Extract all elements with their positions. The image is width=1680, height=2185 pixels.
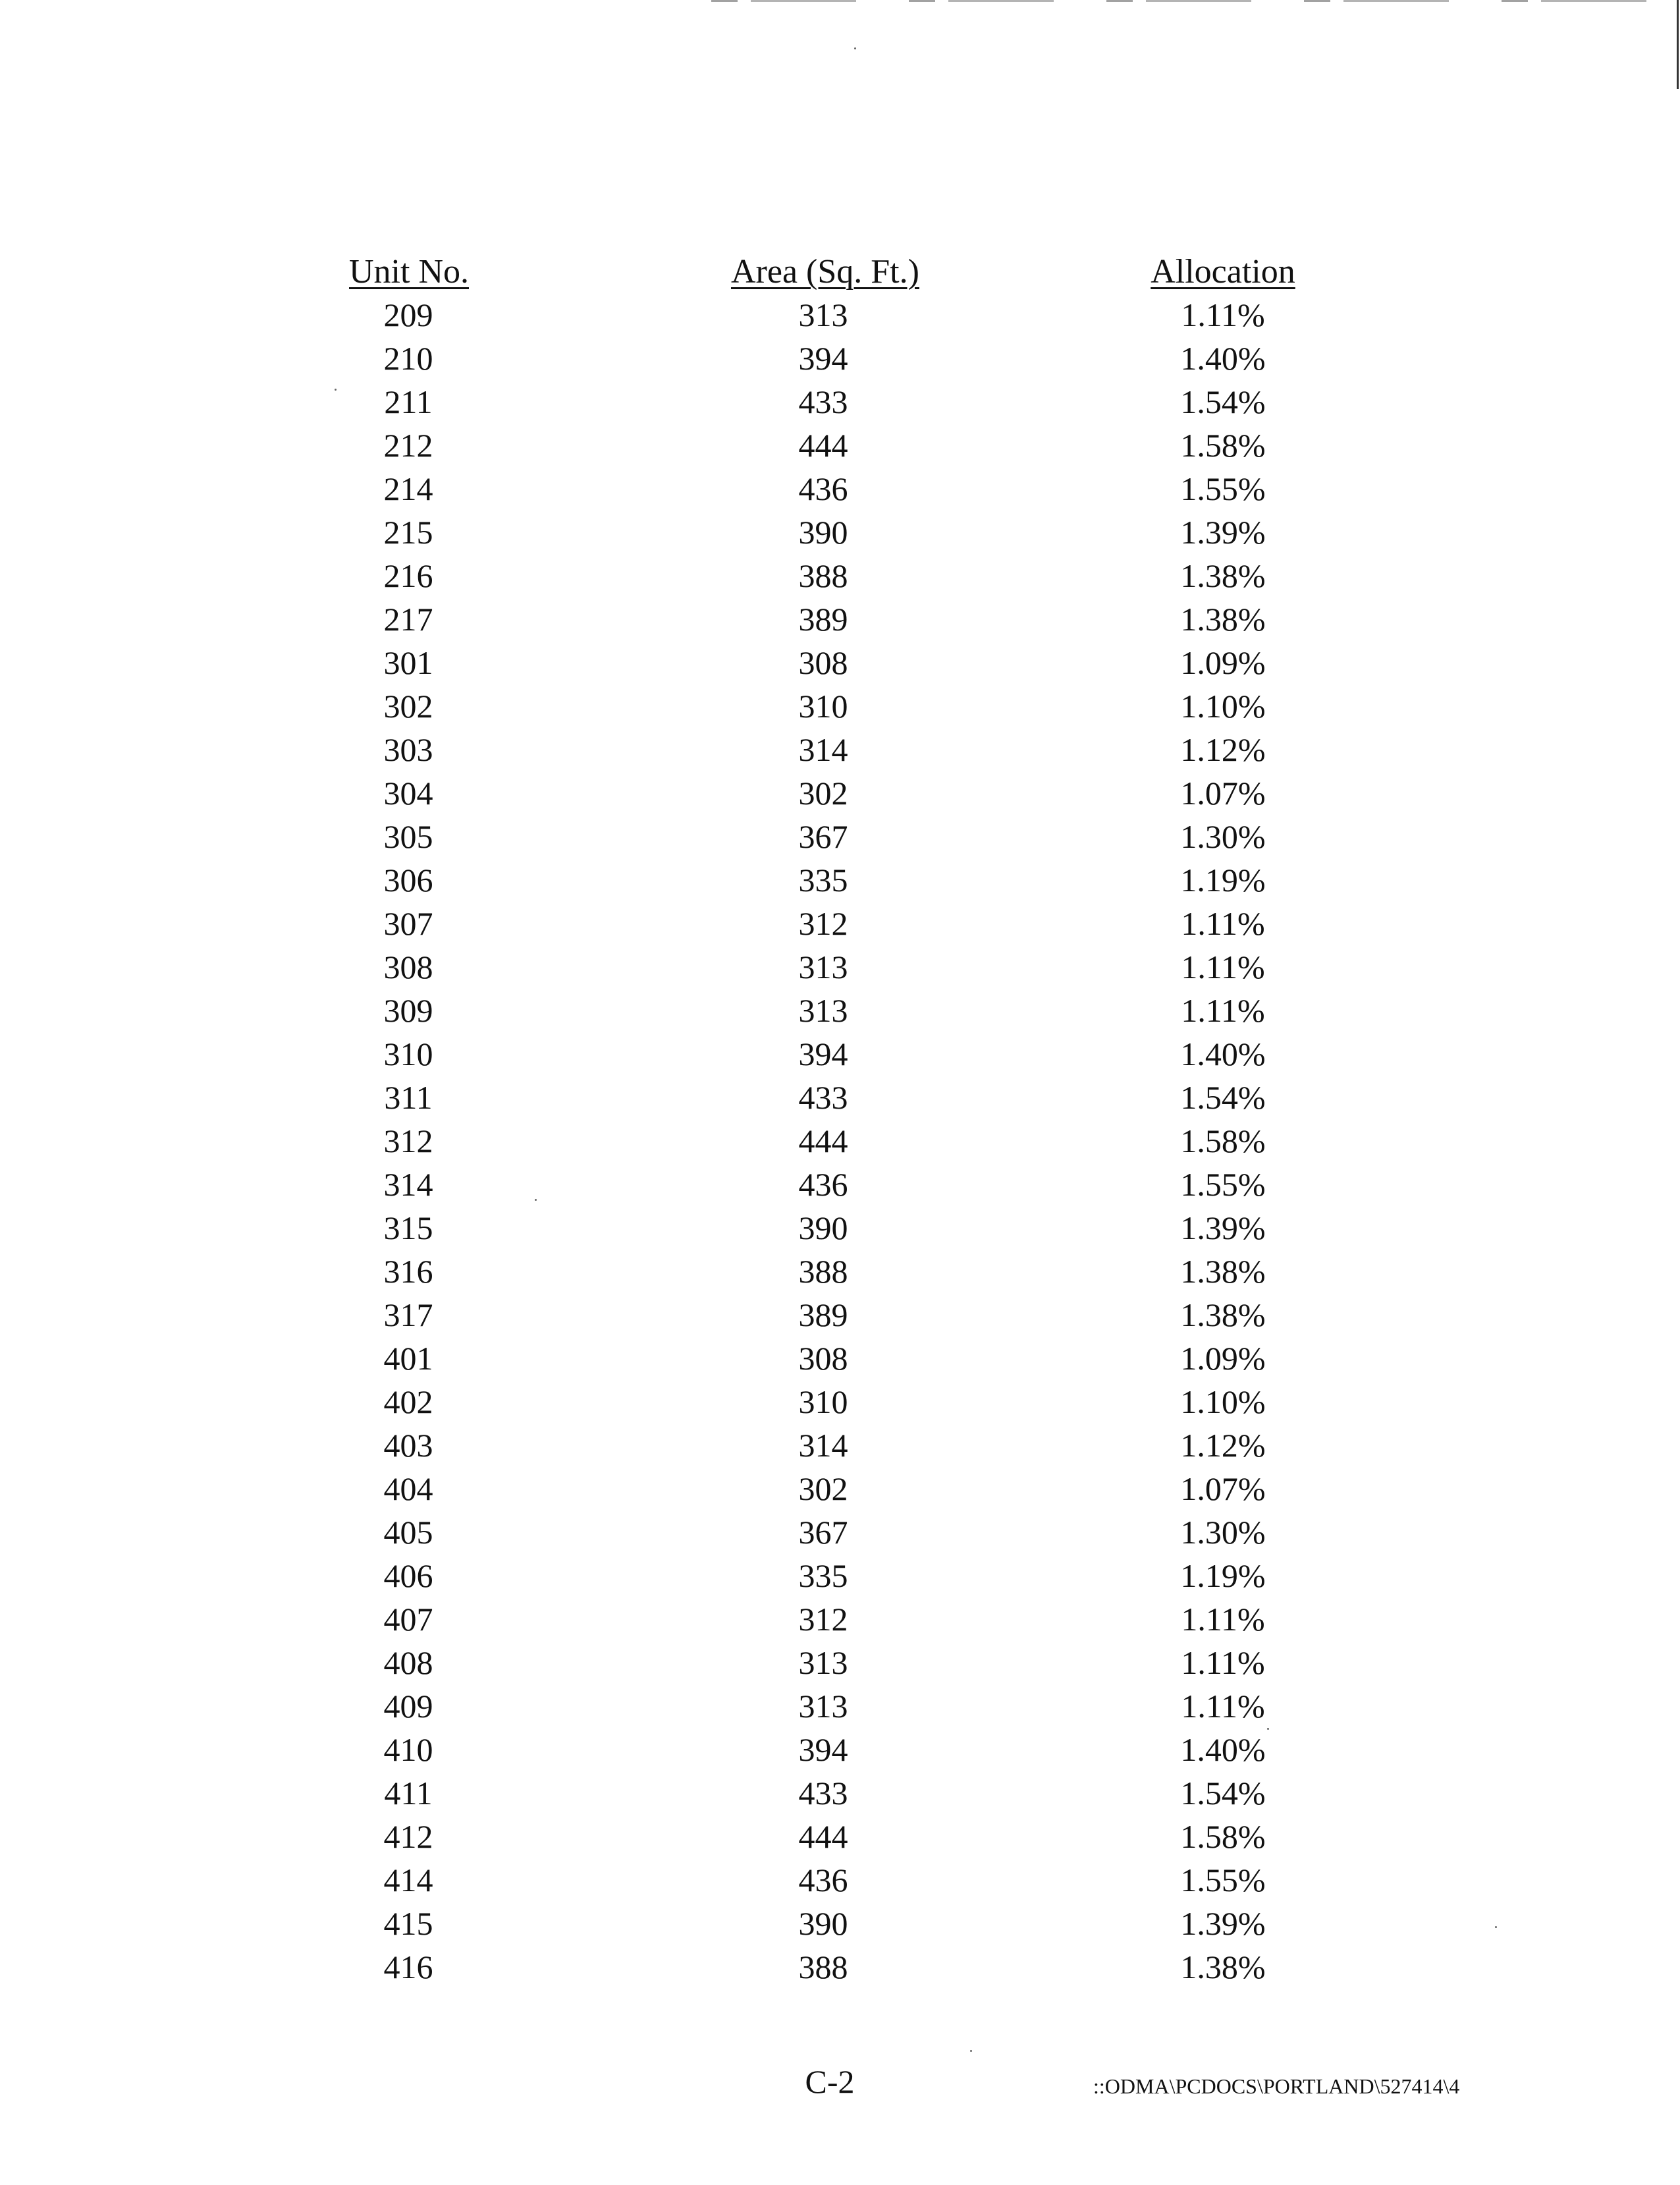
table-row <box>0 1902 1680 1945</box>
allocation-cell: 1.58% <box>1180 1122 1266 1159</box>
allocation-cell: 1.11% <box>1181 1601 1265 1638</box>
allocation-cell: 1.38% <box>1180 601 1266 638</box>
table-row <box>0 424 1680 467</box>
allocation-cell: 1.38% <box>1180 1253 1266 1290</box>
area-cell: 313 <box>798 1644 848 1681</box>
allocation-cell: 1.30% <box>1180 818 1266 855</box>
table-row <box>0 1076 1680 1119</box>
allocation-cell: 1.38% <box>1180 1949 1266 1985</box>
unit-number-cell: 407 <box>383 1601 433 1638</box>
area-cell: 436 <box>798 470 848 507</box>
table-row <box>0 1554 1680 1597</box>
allocation-cell: 1.12% <box>1180 731 1266 768</box>
table-row <box>0 684 1680 728</box>
area-cell: 389 <box>798 601 848 638</box>
allocation-cell: 1.40% <box>1180 340 1266 377</box>
allocation-cell: 1.09% <box>1180 1340 1266 1377</box>
area-cell: 312 <box>798 905 848 942</box>
unit-number-cell: 214 <box>383 470 433 507</box>
unit-number-cell: 212 <box>383 427 433 464</box>
table-row <box>0 1684 1680 1728</box>
area-cell: 310 <box>798 688 848 725</box>
table-row <box>0 989 1680 1032</box>
unit-number-cell: 216 <box>383 557 433 594</box>
allocation-cell: 1.55% <box>1180 1166 1266 1203</box>
table-row <box>0 1119 1680 1163</box>
unit-number-cell: 316 <box>383 1253 433 1290</box>
table-row <box>0 1163 1680 1206</box>
table-row <box>0 1597 1680 1641</box>
table-row <box>0 293 1680 337</box>
table-row <box>0 1032 1680 1076</box>
unit-number-cell: 209 <box>383 296 433 333</box>
area-cell: 367 <box>798 818 848 855</box>
unit-number-cell: 409 <box>383 1688 433 1725</box>
unit-number-cell: 302 <box>383 688 433 725</box>
allocation-cell: 1.39% <box>1180 1209 1266 1246</box>
table-row <box>0 511 1680 554</box>
table-row <box>0 1771 1680 1815</box>
scan-edge-top <box>711 0 1673 2</box>
unit-number-cell: 406 <box>383 1557 433 1594</box>
unit-number-cell: 412 <box>383 1818 433 1855</box>
allocation-cell: 1.11% <box>1181 905 1265 942</box>
unit-number-cell: 315 <box>383 1209 433 1246</box>
unit-number-cell: 403 <box>383 1427 433 1464</box>
unit-number-cell: 405 <box>383 1514 433 1551</box>
area-cell: 390 <box>798 514 848 551</box>
unit-number-cell: 211 <box>384 383 433 420</box>
unit-number-cell: 414 <box>383 1862 433 1898</box>
area-cell: 388 <box>798 1949 848 1985</box>
page-number: C-2 <box>805 2063 855 2100</box>
unit-number-cell: 303 <box>383 731 433 768</box>
table-row <box>0 1945 1680 1989</box>
table-row <box>0 902 1680 945</box>
unit-number-cell: 301 <box>383 644 433 681</box>
unit-number-cell: 306 <box>383 862 433 899</box>
table-row <box>0 1380 1680 1424</box>
unit-number-cell: 217 <box>383 601 433 638</box>
table-row <box>0 1293 1680 1337</box>
allocation-cell: 1.11% <box>1181 992 1265 1029</box>
table-row <box>0 1641 1680 1684</box>
allocation-cell: 1.07% <box>1180 775 1266 812</box>
area-cell: 444 <box>798 427 848 464</box>
table-row <box>0 1206 1680 1250</box>
scan-edge-right <box>1677 0 1679 89</box>
allocation-cell: 1.54% <box>1180 1079 1266 1116</box>
table-row <box>0 1424 1680 1467</box>
area-cell: 314 <box>798 731 848 768</box>
allocation-cell: 1.09% <box>1180 644 1266 681</box>
area-cell: 302 <box>798 775 848 812</box>
unit-number-cell: 317 <box>383 1296 433 1333</box>
unit-number-cell: 305 <box>383 818 433 855</box>
unit-number-cell: 415 <box>383 1905 433 1942</box>
table-row <box>0 641 1680 684</box>
table-row <box>0 1858 1680 1902</box>
header-allocation: Allocation <box>1151 253 1295 290</box>
area-cell: 335 <box>798 1557 848 1594</box>
unit-number-cell: 411 <box>384 1775 433 1812</box>
allocation-cell: 1.11% <box>1181 949 1265 985</box>
header-unit-no: Unit No. <box>349 253 469 290</box>
area-cell: 394 <box>798 1731 848 1768</box>
table-row <box>0 945 1680 989</box>
header-area: Area (Sq. Ft.) <box>731 253 919 290</box>
unit-number-cell: 401 <box>383 1340 433 1377</box>
unit-number-cell: 310 <box>383 1036 433 1072</box>
unit-number-cell: 312 <box>383 1122 433 1159</box>
table-row <box>0 1250 1680 1293</box>
scan-speck <box>854 47 856 49</box>
scan-speck <box>970 2050 972 2052</box>
table-row <box>0 1467 1680 1510</box>
area-cell: 308 <box>798 644 848 681</box>
allocation-cell: 1.38% <box>1180 1296 1266 1333</box>
area-cell: 388 <box>798 1253 848 1290</box>
area-cell: 302 <box>798 1470 848 1507</box>
unit-number-cell: 410 <box>383 1731 433 1768</box>
area-cell: 436 <box>798 1862 848 1898</box>
area-cell: 444 <box>798 1122 848 1159</box>
unit-number-cell: 210 <box>383 340 433 377</box>
allocation-cell: 1.55% <box>1180 470 1266 507</box>
table-row <box>0 1337 1680 1380</box>
unit-number-cell: 402 <box>383 1383 433 1420</box>
unit-number-cell: 309 <box>383 992 433 1029</box>
allocation-cell: 1.58% <box>1180 427 1266 464</box>
area-cell: 313 <box>798 296 848 333</box>
allocation-cell: 1.54% <box>1180 383 1266 420</box>
area-cell: 367 <box>798 1514 848 1551</box>
unit-number-cell: 304 <box>383 775 433 812</box>
table-body <box>0 293 1680 1989</box>
allocation-cell: 1.07% <box>1180 1470 1266 1507</box>
unit-number-cell: 404 <box>383 1470 433 1507</box>
allocation-cell: 1.38% <box>1180 557 1266 594</box>
allocation-cell: 1.11% <box>1181 1688 1265 1725</box>
allocation-cell: 1.19% <box>1180 862 1266 899</box>
allocation-cell: 1.12% <box>1180 1427 1266 1464</box>
table-row <box>0 597 1680 641</box>
allocation-cell: 1.30% <box>1180 1514 1266 1551</box>
table-row <box>0 858 1680 902</box>
area-cell: 394 <box>798 340 848 377</box>
allocation-cell: 1.10% <box>1180 1383 1266 1420</box>
unit-number-cell: 311 <box>384 1079 433 1116</box>
table-row <box>0 815 1680 858</box>
area-cell: 444 <box>798 1818 848 1855</box>
area-cell: 389 <box>798 1296 848 1333</box>
unit-number-cell: 308 <box>383 949 433 985</box>
area-cell: 433 <box>798 383 848 420</box>
allocation-cell: 1.10% <box>1180 688 1266 725</box>
area-cell: 313 <box>798 992 848 1029</box>
area-cell: 433 <box>798 1079 848 1116</box>
area-cell: 390 <box>798 1905 848 1942</box>
area-cell: 436 <box>798 1166 848 1203</box>
table-row <box>0 1510 1680 1554</box>
area-cell: 313 <box>798 1688 848 1725</box>
document-path: ::ODMA\PCDOCS\PORTLAND\527414\4 <box>1093 2074 1460 2098</box>
area-cell: 310 <box>798 1383 848 1420</box>
area-cell: 388 <box>798 557 848 594</box>
table-row <box>0 554 1680 597</box>
area-cell: 394 <box>798 1036 848 1072</box>
unit-number-cell: 408 <box>383 1644 433 1681</box>
table-row <box>0 771 1680 815</box>
allocation-cell: 1.58% <box>1180 1818 1266 1855</box>
allocation-cell: 1.39% <box>1180 1905 1266 1942</box>
table-row <box>0 467 1680 511</box>
unit-number-cell: 416 <box>383 1949 433 1985</box>
allocation-cell: 1.54% <box>1180 1775 1266 1812</box>
allocation-cell: 1.40% <box>1180 1036 1266 1072</box>
unit-number-cell: 215 <box>383 514 433 551</box>
allocation-cell: 1.39% <box>1180 514 1266 551</box>
area-cell: 313 <box>798 949 848 985</box>
area-cell: 390 <box>798 1209 848 1246</box>
table-row <box>0 380 1680 424</box>
table-row <box>0 337 1680 380</box>
table-row <box>0 1815 1680 1858</box>
table-row <box>0 1728 1680 1771</box>
table-row <box>0 728 1680 771</box>
area-cell: 314 <box>798 1427 848 1464</box>
unit-number-cell: 314 <box>383 1166 433 1203</box>
area-cell: 308 <box>798 1340 848 1377</box>
allocation-cell: 1.19% <box>1180 1557 1266 1594</box>
allocation-cell: 1.11% <box>1181 296 1265 333</box>
area-cell: 335 <box>798 862 848 899</box>
allocation-cell: 1.55% <box>1180 1862 1266 1898</box>
area-cell: 433 <box>798 1775 848 1812</box>
unit-number-cell: 307 <box>383 905 433 942</box>
allocation-cell: 1.40% <box>1180 1731 1266 1768</box>
area-cell: 312 <box>798 1601 848 1638</box>
allocation-cell: 1.11% <box>1181 1644 1265 1681</box>
